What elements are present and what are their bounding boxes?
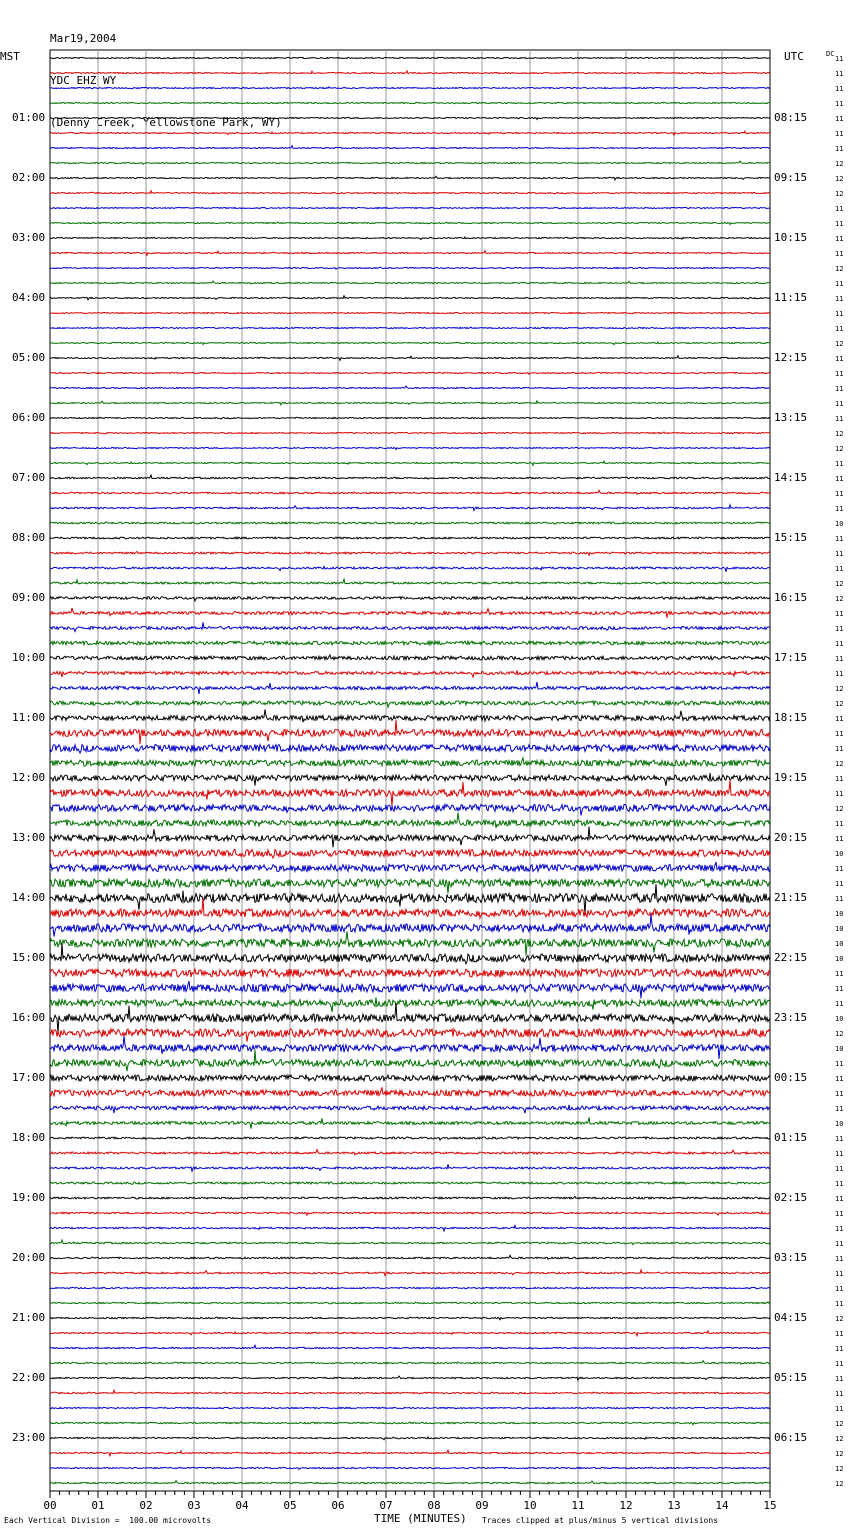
trace-row	[50, 1050, 770, 1072]
trace-row	[50, 1150, 770, 1155]
dc-offset-value: 11	[835, 1210, 844, 1218]
dc-offset-value: 10	[835, 850, 844, 858]
dc-offset-value: 11	[835, 715, 844, 723]
utc-hour-label: 09:15	[774, 171, 808, 184]
trace-row	[50, 641, 770, 645]
dc-offset-value: 12	[835, 1420, 844, 1428]
x-tick-label: 06	[331, 1499, 345, 1512]
trace-row	[50, 281, 770, 284]
dc-offset-value: 11	[835, 1240, 844, 1248]
x-tick-label: 03	[187, 1499, 201, 1512]
trace-row	[50, 862, 770, 872]
dc-offset-value: 11	[835, 985, 844, 993]
dc-offset-value: 11	[835, 250, 844, 258]
mst-hour-label: 12:00	[12, 771, 46, 784]
trace-row	[50, 87, 770, 89]
trace-row	[50, 1287, 770, 1289]
dc-offset-value: 12	[835, 760, 844, 768]
trace-row	[50, 758, 770, 766]
dc-offset-value: 11	[835, 1405, 844, 1413]
trace-row	[50, 780, 770, 807]
trace-row	[50, 1164, 770, 1171]
dc-offset-value: 11	[835, 1000, 844, 1008]
dc-offset-value: 11	[835, 475, 844, 483]
mst-hour-label: 05:00	[12, 351, 46, 364]
x-tick-label: 15	[763, 1499, 777, 1512]
dc-offset-value: 12	[835, 340, 844, 348]
dc-offset-value: 12	[835, 685, 844, 693]
mst-hour-label: 08:00	[12, 531, 46, 544]
dc-offset-value: 11	[835, 385, 844, 393]
trace-row	[50, 1422, 770, 1425]
trace-row	[50, 296, 770, 300]
trace-row	[50, 884, 770, 915]
utc-hour-label: 02:15	[774, 1191, 808, 1204]
dc-offset-value: 11	[835, 730, 844, 738]
dc-offset-value: 11	[835, 1285, 844, 1293]
dc-offset-value: 10	[835, 955, 844, 963]
mst-hour-label: 20:00	[12, 1251, 46, 1264]
utc-hour-label: 20:15	[774, 831, 808, 844]
station-code: YDC EHZ WY	[50, 74, 117, 87]
dc-offset-value: 11	[835, 505, 844, 513]
dc-offset-value: 11	[835, 415, 844, 423]
x-tick-label: 13	[667, 1499, 681, 1512]
dc-offset-value: 12	[835, 1435, 844, 1443]
mst-hour-label: 21:00	[12, 1311, 46, 1324]
trace-row	[50, 161, 770, 164]
trace-row	[50, 342, 770, 345]
clip-note: Traces clipped at plus/minus 5 vertical divisions	[482, 1516, 719, 1525]
mst-hour-label: 15:00	[12, 951, 46, 964]
mst-hour-label: 19:00	[12, 1191, 46, 1204]
trace-row	[50, 57, 770, 58]
x-tick-label: 11	[571, 1499, 585, 1512]
dc-offset-value: 11	[835, 1300, 844, 1308]
trace-row	[50, 312, 770, 313]
trace-row	[50, 267, 770, 269]
dc-offset-value: 11	[835, 370, 844, 378]
utc-hour-label: 13:15	[774, 411, 808, 424]
dc-offset-value: 11	[835, 1105, 844, 1113]
dc-offset-value: 11	[835, 1090, 844, 1098]
trace-row	[50, 898, 770, 918]
trace-row	[50, 1361, 770, 1365]
utc-hour-label: 12:15	[774, 351, 808, 364]
trace-row	[50, 1212, 770, 1215]
mst-hour-label: 04:00	[12, 291, 46, 304]
dc-offset-value: 11	[835, 460, 844, 468]
trace-row	[50, 1407, 770, 1408]
x-tick-label: 09	[475, 1499, 489, 1512]
utc-hour-label: 03:15	[774, 1251, 808, 1264]
dc-offset-value: 12	[835, 1465, 844, 1473]
dc-offset-value: 11	[835, 670, 844, 678]
mst-hour-label: 13:00	[12, 831, 46, 844]
utc-hour-label: 19:15	[774, 771, 808, 784]
mst-hour-label: 07:00	[12, 471, 46, 484]
dc-offset-value: 10	[835, 520, 844, 528]
dc-offset-value: 11	[835, 1195, 844, 1203]
dc-offset-value: 11	[835, 1270, 844, 1278]
dc-offset-value: 12	[835, 265, 844, 273]
x-tick-label: 01	[91, 1499, 105, 1512]
trace-row	[50, 670, 770, 677]
dc-offset-value: 10	[835, 1045, 844, 1053]
utc-axis-label: UTC	[784, 50, 804, 63]
mst-hour-label: 18:00	[12, 1131, 46, 1144]
mst-hour-label: 11:00	[12, 711, 46, 724]
chart-date: Mar19,2004	[50, 32, 117, 45]
trace-row	[50, 356, 770, 361]
trace-row	[50, 417, 770, 419]
utc-hour-label: 04:15	[774, 1311, 808, 1324]
utc-hour-label: 10:15	[774, 231, 808, 244]
dc-offset-value: 12	[835, 160, 844, 168]
station-location: (Denny Creek, Yellowstone Park, WY)	[50, 116, 282, 129]
trace-row	[50, 1450, 770, 1455]
trace-row	[50, 1036, 770, 1059]
dc-offset-value: 11	[835, 640, 844, 648]
trace-row	[50, 701, 770, 707]
dc-offset-value: 11	[835, 1255, 844, 1263]
mst-hour-label: 14:00	[12, 891, 46, 904]
trace-row	[50, 622, 770, 631]
dc-offset-value: 11	[835, 325, 844, 333]
trace-row	[50, 1105, 770, 1113]
mst-hour-label: 22:00	[12, 1371, 46, 1384]
dc-offset-value: 12	[835, 700, 844, 708]
trace-row	[50, 969, 770, 977]
trace-row	[50, 537, 770, 539]
trace-row	[50, 237, 770, 240]
scale-note: Each Vertical Division = 100.00 microvolts	[4, 1516, 212, 1525]
mst-hour-label: 03:00	[12, 231, 46, 244]
dc-offset-value: 11	[835, 820, 844, 828]
trace-row	[50, 981, 770, 998]
utc-hour-label: 01:15	[774, 1131, 808, 1144]
mst-hour-label: 23:00	[12, 1431, 46, 1444]
trace-row	[50, 1437, 770, 1440]
dc-offset-value: 12	[835, 175, 844, 183]
dc-offset-value: 12	[835, 595, 844, 603]
dc-offset-value: 11	[835, 535, 844, 543]
trace-row	[50, 505, 770, 511]
trace-row	[50, 943, 770, 964]
dc-offset-value: 11	[835, 205, 844, 213]
dc-offset-value: 12	[835, 805, 844, 813]
dc-offset-value: 11	[835, 1180, 844, 1188]
dc-offset-value: 11	[835, 490, 844, 498]
trace-row	[50, 608, 770, 618]
trace-row	[50, 117, 770, 119]
mst-axis-label: MST	[0, 50, 20, 63]
mst-hour-label: 16:00	[12, 1011, 46, 1024]
dc-offset-value: 10	[835, 1120, 844, 1128]
trace-row	[50, 447, 770, 449]
x-tick-label: 12	[619, 1499, 633, 1512]
x-axis-title: TIME (MINUTES)	[374, 1512, 467, 1525]
dc-offset-value: 12	[835, 580, 844, 588]
dc-offset-value: 12	[835, 1315, 844, 1323]
dc-offset-value: 11	[835, 1075, 844, 1083]
utc-hour-label: 23:15	[774, 1011, 808, 1024]
trace-row	[50, 579, 770, 584]
dc-offset-value: 12	[835, 445, 844, 453]
dc-offset-value: 11	[835, 970, 844, 978]
dc-offset-header: DC	[826, 50, 835, 58]
mst-hour-label: 10:00	[12, 651, 46, 664]
dc-offset-value: 12	[835, 1030, 844, 1038]
utc-hour-label: 17:15	[774, 651, 808, 664]
x-tick-label: 08	[427, 1499, 441, 1512]
dc-offset-value: 11	[835, 1060, 844, 1068]
trace-row	[50, 773, 770, 786]
dc-offset-value: 11	[835, 1150, 844, 1158]
trace-row	[50, 850, 770, 859]
trace-row	[50, 461, 770, 465]
trace-row	[50, 327, 770, 329]
utc-hour-label: 11:15	[774, 291, 808, 304]
dc-offset-value: 11	[835, 625, 844, 633]
dc-offset-value: 12	[835, 1480, 844, 1488]
trace-row	[50, 1270, 770, 1276]
dc-offset-value: 12	[835, 1450, 844, 1458]
trace-row	[50, 914, 770, 936]
trace-row	[50, 207, 770, 208]
utc-hour-label: 16:15	[774, 591, 808, 604]
dc-offset-value: 11	[835, 1390, 844, 1398]
trace-row	[50, 655, 770, 660]
trace-row	[50, 1481, 770, 1485]
trace-row	[50, 191, 770, 194]
trace-row	[50, 1226, 770, 1232]
trace-row	[50, 432, 770, 434]
trace-row	[50, 372, 770, 374]
dc-offset-value: 11	[835, 775, 844, 783]
mst-hour-label: 01:00	[12, 111, 46, 124]
trace-row	[50, 1331, 770, 1336]
utc-hour-label: 05:15	[774, 1371, 808, 1384]
trace-row	[50, 146, 770, 149]
x-tick-label: 10	[523, 1499, 537, 1512]
x-tick-label: 14	[715, 1499, 729, 1512]
dc-offset-value: 11	[835, 880, 844, 888]
utc-hour-label: 00:15	[774, 1071, 808, 1084]
mst-hour-label: 06:00	[12, 411, 46, 424]
dc-offset-value: 11	[835, 295, 844, 303]
x-tick-label: 05	[283, 1499, 297, 1512]
dc-offset-value: 11	[835, 145, 844, 153]
trace-row	[50, 745, 770, 754]
dc-offset-value: 10	[835, 1015, 844, 1023]
dc-offset-value: 11	[835, 1375, 844, 1383]
trace-row	[50, 222, 770, 225]
dc-offset-value: 11	[835, 400, 844, 408]
trace-row	[50, 597, 770, 601]
utc-hour-label: 22:15	[774, 951, 808, 964]
trace-row	[50, 490, 770, 494]
trace-row	[50, 475, 770, 480]
dc-offset-value: 11	[835, 1360, 844, 1368]
trace-row	[50, 102, 770, 104]
trace-row	[50, 1302, 770, 1304]
dc-offset-value: 11	[835, 835, 844, 843]
trace-row	[50, 71, 770, 74]
trace-row	[50, 997, 770, 1012]
trace-row	[50, 710, 770, 723]
trace-row	[50, 1467, 770, 1469]
trace-row	[50, 827, 770, 848]
mst-hour-label: 02:00	[12, 171, 46, 184]
dc-offset-value: 11	[835, 550, 844, 558]
dc-offset-value: 11	[835, 55, 844, 63]
trace-row	[50, 386, 770, 389]
dc-offset-value: 12	[835, 190, 844, 198]
trace-row	[50, 176, 770, 180]
dc-offset-value: 10	[835, 910, 844, 918]
utc-hour-label: 15:15	[774, 531, 808, 544]
x-tick-label: 02	[139, 1499, 153, 1512]
trace-row	[50, 552, 770, 556]
dc-offset-value: 11	[835, 85, 844, 93]
trace-row	[50, 131, 770, 135]
x-tick-label: 00	[43, 1499, 57, 1512]
trace-row	[50, 1240, 770, 1245]
dc-offset-value: 11	[835, 220, 844, 228]
trace-row	[50, 1075, 770, 1081]
trace-row	[50, 522, 770, 524]
dc-offset-value: 11	[835, 865, 844, 873]
trace-row	[50, 879, 770, 893]
trace-row	[50, 1117, 770, 1128]
trace-row	[50, 720, 770, 744]
trace-row	[50, 813, 770, 828]
utc-hour-label: 08:15	[774, 111, 808, 124]
utc-hour-label: 21:15	[774, 891, 808, 904]
dc-offset-value: 11	[835, 70, 844, 78]
dc-offset-value: 10	[835, 940, 844, 948]
dc-offset-value: 10	[835, 925, 844, 933]
trace-row	[50, 682, 770, 694]
utc-hour-label: 18:15	[774, 711, 808, 724]
dc-offset-value: 11	[835, 115, 844, 123]
dc-offset-value: 11	[835, 790, 844, 798]
dc-offset-value: 11	[835, 355, 844, 363]
mst-hour-label: 09:00	[12, 591, 46, 604]
dc-offset-value: 11	[835, 280, 844, 288]
dc-offset-value: 11	[835, 310, 844, 318]
dc-offset-value: 11	[835, 895, 844, 903]
x-tick-label: 04	[235, 1499, 249, 1512]
trace-row	[50, 401, 770, 405]
dc-offset-value: 11	[835, 1345, 844, 1353]
trace-row	[50, 931, 770, 955]
mst-hour-label: 17:00	[12, 1071, 46, 1084]
plot-frame	[50, 50, 770, 1491]
dc-offset-value: 11	[835, 130, 844, 138]
trace-row	[50, 805, 770, 816]
x-tick-label: 07	[379, 1499, 393, 1512]
dc-offset-value: 11	[835, 1225, 844, 1233]
trace-row	[50, 1182, 770, 1185]
trace-row	[50, 1137, 770, 1140]
dc-offset-value: 12	[835, 430, 844, 438]
trace-row	[50, 251, 770, 256]
trace-row	[50, 1390, 770, 1394]
dc-offset-value: 11	[835, 610, 844, 618]
dc-offset-value: 11	[835, 745, 844, 753]
dc-offset-value: 11	[835, 100, 844, 108]
trace-row	[50, 1376, 770, 1380]
dc-offset-value: 11	[835, 1135, 844, 1143]
dc-offset-value: 11	[835, 565, 844, 573]
dc-offset-value: 11	[835, 1165, 844, 1173]
trace-row	[50, 1197, 770, 1199]
trace-row	[50, 1345, 770, 1349]
dc-offset-value: 11	[835, 655, 844, 663]
utc-hour-label: 14:15	[774, 471, 808, 484]
trace-row	[50, 566, 770, 571]
trace-row	[50, 1088, 770, 1096]
utc-hour-label: 06:15	[774, 1431, 808, 1444]
dc-offset-value: 11	[835, 1330, 844, 1338]
trace-row	[50, 1029, 770, 1042]
dc-offset-value: 11	[835, 235, 844, 243]
trace-row	[50, 1317, 770, 1320]
trace-row	[50, 1255, 770, 1259]
